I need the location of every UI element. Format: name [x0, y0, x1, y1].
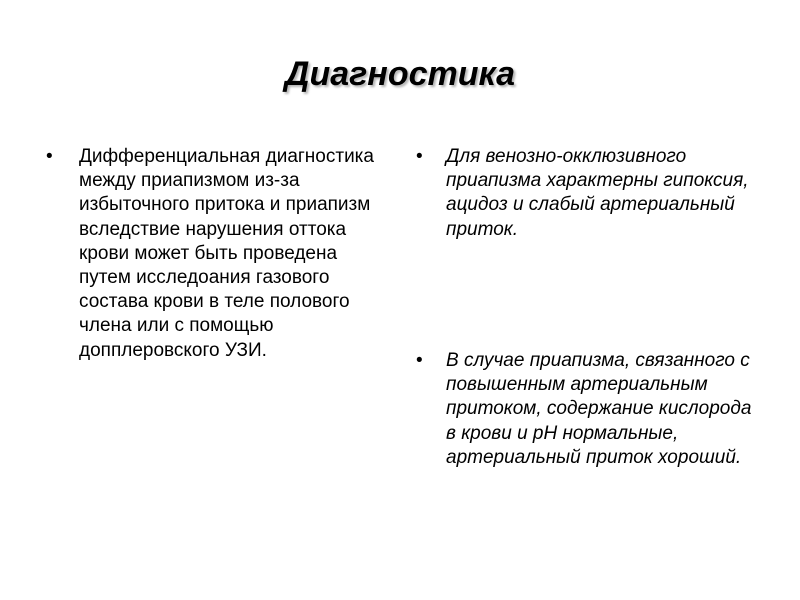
- bullet-icon: •: [416, 146, 423, 167]
- left-column-bullet: [46, 145, 374, 363]
- bullet-icon: •: [416, 350, 423, 371]
- bullet-text: Дифференциальная диагностика между приапизмом из-за избыточного притока и приапизм вследствие нарушения оттока крови может быть проведена путем исследоания газового состава крови в теле полового члена или с помощью допплеровского УЗИ.: [79, 146, 374, 361]
- bullet-icon: •: [46, 146, 53, 167]
- right-column-bullet-1: [416, 145, 776, 242]
- right-column-bullet-2: [416, 349, 776, 470]
- slide-title: Диагностика: [284, 55, 516, 93]
- bullet-text: Для венозно-окклюзивного приапизма характерны гипоксия, ацидоз и слабый артериальный приток.: [446, 146, 749, 240]
- bullet-text: В случае приапизма, связанного с повышенным артериальным притоком, содержание кислорода в крови и pH нормальные, артериальный приток хороший.: [446, 350, 752, 468]
